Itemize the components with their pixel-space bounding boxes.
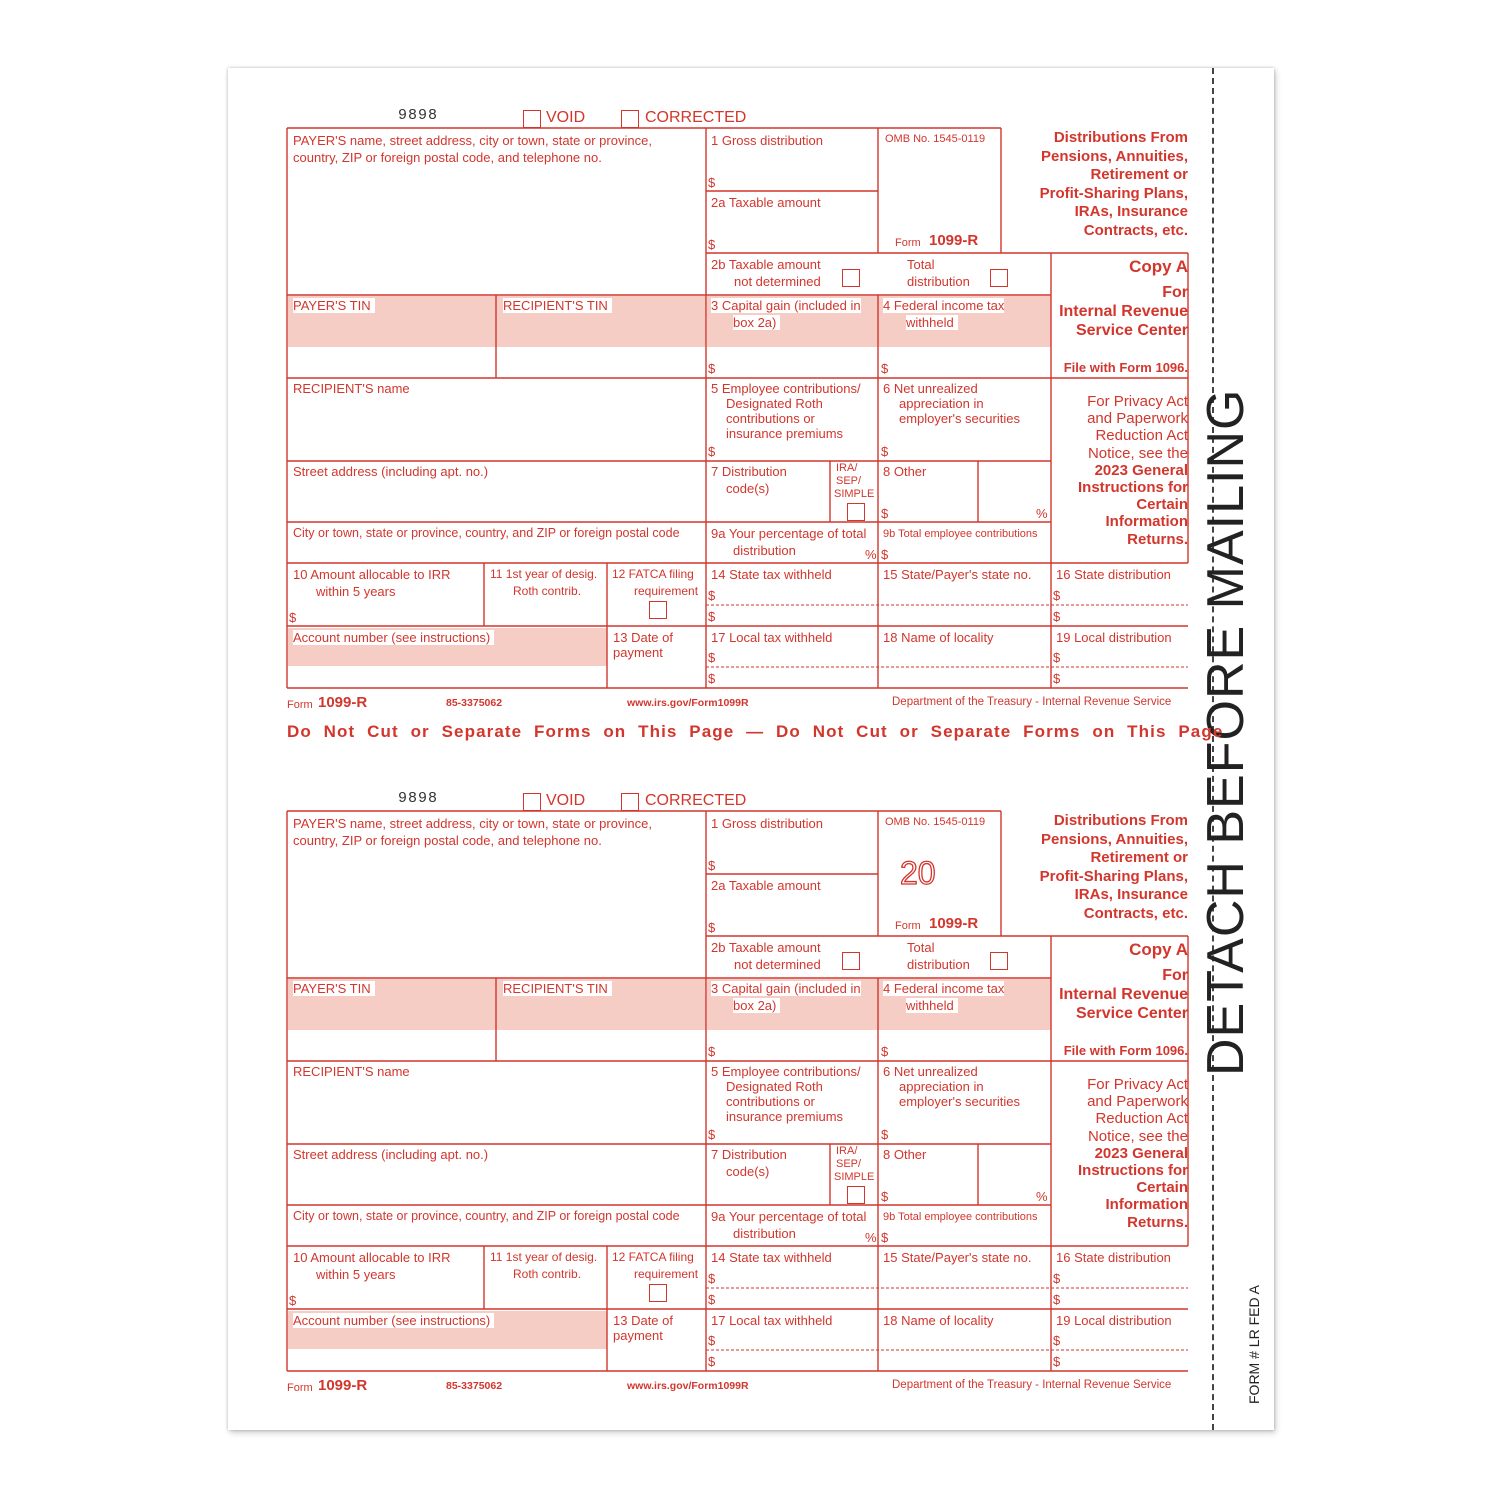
box17-dollar-1: $: [708, 1333, 716, 1348]
file-with: File with Form 1096.: [1063, 360, 1188, 375]
year-label: 20: [900, 855, 936, 891]
payer-block-label: PAYER'S name, street address, city or town, state or province,: [293, 133, 652, 148]
form-name: 1099-R: [929, 915, 979, 932]
box1-label: 1 Gross distribution: [711, 133, 823, 148]
box15-label: 15 State/Payer's state no.: [883, 1250, 1032, 1265]
file-with: File with Form 1096.: [1063, 1043, 1188, 1058]
omb-label: OMB No. 1545-0119: [885, 816, 986, 828]
corrected-checkbox[interactable]: [621, 110, 639, 128]
city-label: City or town, state or province, country, and ZIP or foreign postal code: [293, 1209, 680, 1223]
recipient-tin-label: RECIPIENT'S TIN: [503, 981, 612, 996]
recipient-name-label: RECIPIENT'S name: [293, 1064, 410, 1079]
side-title-line-3: Retirement or: [1090, 849, 1188, 866]
box5-line2: Designated Roth: [726, 1079, 823, 1094]
total-line1: Total: [907, 940, 935, 955]
copy-for-line-2: Internal Revenue: [1059, 986, 1188, 1003]
box12-line2: requirement: [634, 1267, 699, 1281]
ira-line1: IRA/: [836, 1145, 858, 1157]
box2a-label: 2a Taxable amount: [711, 195, 821, 210]
box15-label: 15 State/Payer's state no.: [883, 567, 1032, 582]
form-name: 1099-R: [929, 232, 979, 249]
footer-form-small: Form: [287, 1382, 313, 1394]
box13-line1: 13 Date of: [613, 1313, 673, 1328]
box16-dollar-2: $: [1053, 609, 1061, 624]
box19-label: 19 Local distribution: [1056, 630, 1172, 645]
box16-label: 16 State distribution: [1056, 567, 1171, 582]
box4-dollar: $: [881, 361, 889, 376]
total-line2: distribution: [907, 957, 970, 972]
payer-tin-label: PAYER'S TIN: [293, 298, 375, 313]
box19-dollar-2: $: [1053, 671, 1061, 686]
copy-for-line-1: For: [1162, 967, 1188, 984]
box9a-line2: distribution: [733, 1226, 796, 1241]
box2a-dollar: $: [708, 237, 716, 252]
copy-a-label: Copy A: [1129, 257, 1188, 276]
privacy-bold-5: Returns.: [1127, 530, 1188, 548]
side-title-line-6: Contracts, etc.: [1083, 221, 1188, 239]
box16-dollar-2: $: [1053, 1292, 1061, 1307]
ira-line1: IRA/: [836, 462, 858, 474]
total-line2: distribution: [907, 274, 970, 289]
box14-dollar-1: $: [708, 1271, 716, 1286]
form-grid: [0, 0, 1500, 700]
box14-label: 14 State tax withheld: [711, 567, 832, 582]
form-grid: [0, 683, 1500, 1383]
copy-for: [1052, 966, 1188, 1023]
privacy-bold-3: Certain: [1136, 1179, 1188, 1197]
box13-line2: payment: [613, 645, 663, 660]
box8-dollar: $: [881, 1189, 889, 1204]
ira-line3: SIMPLE: [834, 1171, 875, 1183]
fatca-checkbox[interactable]: [649, 1284, 667, 1302]
box5-line1: 5 Employee contributions/: [711, 381, 861, 396]
do-not-cut-banner: Do Not Cut or Separate Forms on This Page — Do Not Cut or Separate Forms on This Page: [287, 722, 1224, 741]
box7-line2: code(s): [726, 481, 770, 496]
box6-line3: employer's securities: [899, 1094, 1020, 1109]
payer-block-label: PAYER'S name, street address, city or town, state or province,: [293, 816, 652, 831]
box2b-line2: not determined: [734, 957, 821, 972]
box2b-line1: 2b Taxable amount: [711, 940, 821, 955]
payer-tin-label: PAYER'S TIN: [293, 981, 375, 996]
box1-dollar: $: [708, 858, 716, 873]
privacy-line-3: Reduction Act: [1095, 1110, 1188, 1128]
footer-catalog: 85-3375062: [446, 1380, 503, 1392]
box19-label: 19 Local distribution: [1056, 1313, 1172, 1328]
privacy-line-1: For Privacy Act: [1087, 393, 1188, 410]
box11-line1: 11 1st year of desig.: [490, 567, 598, 581]
box19-dollar-1: $: [1053, 650, 1061, 665]
privacy-bold-2: Instructions for: [1077, 1162, 1188, 1180]
box4-line1: 4 Federal income tax: [883, 298, 1005, 313]
void-checkbox[interactable]: [523, 110, 541, 128]
box6-line1: 6 Net unrealized: [883, 1064, 978, 1079]
form-id-code: 9898: [398, 790, 439, 807]
void-label: VOID: [546, 109, 586, 126]
box8-percent: %: [1036, 506, 1048, 521]
box5-dollar: $: [708, 1127, 716, 1142]
city-label: City or town, state or province, country, and ZIP or foreign postal code: [293, 526, 680, 540]
box10-line1: 10 Amount allocable to IRR: [293, 567, 451, 582]
box10-line2: within 5 years: [316, 1267, 396, 1282]
side-title-line-2: Pensions, Annuities,: [1041, 147, 1188, 165]
box2b-checkbox[interactable]: [842, 269, 860, 287]
payer-block-label-2: country, ZIP or foreign postal code, and telephone no.: [293, 150, 602, 165]
privacy-bold-4: Information: [1105, 1196, 1188, 1214]
detach-before-mailing: DETACH BEFORE MAILING: [1197, 388, 1255, 1076]
payer-block-label-2: country, ZIP or foreign postal code, and telephone no.: [293, 833, 602, 848]
side-title-line-5: IRAs, Insurance: [1074, 203, 1188, 220]
box2b-checkbox[interactable]: [842, 952, 860, 970]
box17-label: 17 Local tax withheld: [711, 630, 833, 645]
privacy-notice: [1052, 1076, 1188, 1231]
ira-sep-simple-checkbox[interactable]: [847, 1186, 865, 1204]
box5-dollar: $: [708, 444, 716, 459]
box5-line2: Designated Roth: [726, 396, 823, 411]
box18-label: 18 Name of locality: [883, 1313, 994, 1328]
box2b-line1: 2b Taxable amount: [711, 257, 821, 272]
corrected-checkbox[interactable]: [621, 793, 639, 811]
side-title-line-3: Retirement or: [1090, 166, 1188, 183]
side-title-line-1: Distributions From: [1053, 129, 1188, 146]
box8-dollar: $: [881, 506, 889, 521]
form-copy-bottom: [0, 683, 1500, 1394]
box6-line2: appreciation in: [899, 396, 984, 411]
box14-dollar-1: $: [708, 588, 716, 603]
box19-dollar-1: $: [1053, 1333, 1061, 1348]
copy-for-line-1: For: [1162, 284, 1188, 301]
side-title-line-5: IRAs, Insurance: [1074, 886, 1188, 903]
box6-line3: employer's securities: [899, 411, 1020, 426]
street-label: Street address (including apt. no.): [293, 1147, 489, 1162]
privacy-line-4: Notice, see the: [1087, 444, 1188, 462]
total-line1: Total: [907, 257, 935, 272]
box10-line1: 10 Amount allocable to IRR: [293, 1250, 451, 1265]
box9a-line2: distribution: [733, 543, 796, 558]
side-title-line-4: Profit-Sharing Plans,: [1039, 867, 1188, 885]
box3-dollar: $: [708, 1044, 716, 1059]
box2b-line2: not determined: [734, 274, 821, 289]
box1-label: 1 Gross distribution: [711, 816, 823, 831]
privacy-bold-4: Information: [1105, 513, 1188, 531]
ira-line2: SEP/: [836, 475, 862, 487]
box10-line2: within 5 years: [316, 584, 396, 599]
box17-dollar-2: $: [708, 671, 716, 686]
box14-dollar-2: $: [708, 609, 716, 624]
box17-dollar-1: $: [708, 650, 716, 665]
footer-dept: Department of the Treasury - Internal Revenue Service: [892, 696, 1172, 708]
privacy-notice: [1052, 393, 1188, 548]
box9a-line1: 9a Your percentage of total: [711, 526, 867, 541]
box5-line4: insurance premiums: [726, 1109, 844, 1124]
box1-dollar: $: [708, 175, 716, 190]
total-distribution-checkbox[interactable]: [990, 952, 1008, 970]
box14-label: 14 State tax withheld: [711, 1250, 832, 1265]
privacy-line-1: For Privacy Act: [1087, 1076, 1188, 1093]
box3-line2: box 2a): [733, 315, 780, 330]
ira-line2: SEP/: [836, 1158, 862, 1170]
privacy-bold-5: Returns.: [1127, 1213, 1188, 1231]
box2a-dollar: $: [708, 920, 716, 935]
box19-dollar-2: $: [1053, 1354, 1061, 1369]
box6-line1: 6 Net unrealized: [883, 381, 978, 396]
omb-label: OMB No. 1545-0119: [885, 133, 986, 145]
box9b-label: 9b Total employee contributions: [883, 528, 1038, 540]
box8-label: 8 Other: [883, 1147, 927, 1162]
account-label: Account number (see instructions): [293, 1313, 494, 1328]
box11-line1: 11 1st year of desig.: [490, 1250, 598, 1264]
box14-dollar-2: $: [708, 1292, 716, 1307]
box9b-label: 9b Total employee contributions: [883, 1211, 1038, 1223]
box10-dollar: $: [289, 1293, 297, 1308]
ira-line3: SIMPLE: [834, 488, 875, 500]
box12-line1: 12 FATCA filing: [612, 567, 694, 581]
form-id-code: 9898: [398, 107, 439, 124]
side-title-line-1: Distributions From: [1053, 812, 1188, 829]
box16-label: 16 State distribution: [1056, 1250, 1171, 1265]
box13-line2: payment: [613, 1328, 663, 1343]
box5-line1: 5 Employee contributions/: [711, 1064, 861, 1079]
box18-label: 18 Name of locality: [883, 630, 994, 645]
void-checkbox[interactable]: [523, 793, 541, 811]
box5-line3: contributions or: [726, 1094, 815, 1109]
footer-dept: Department of the Treasury - Internal Revenue Service: [892, 1379, 1172, 1391]
box8-label: 8 Other: [883, 464, 927, 479]
box11-line2: Roth contrib.: [513, 584, 582, 598]
box17-dollar-2: $: [708, 1354, 716, 1369]
corrected-label: CORRECTED: [645, 792, 747, 809]
side-title-line-4: Profit-Sharing Plans,: [1039, 184, 1188, 202]
box3-dollar: $: [708, 361, 716, 376]
fatca-checkbox[interactable]: [649, 601, 667, 619]
box13-line1: 13 Date of: [613, 630, 673, 645]
privacy-bold-1: 2023 General: [1094, 1144, 1188, 1162]
box3-line2: box 2a): [733, 998, 780, 1013]
box7-line1: 7 Distribution: [711, 1147, 787, 1162]
box7-line2: code(s): [726, 1164, 770, 1179]
box12-line1: 12 FATCA filing: [612, 1250, 694, 1264]
box3-line1: 3 Capital gain (included in: [711, 298, 861, 313]
box8-percent: %: [1036, 1189, 1048, 1204]
account-label: Account number (see instructions): [293, 630, 494, 645]
privacy-line-3: Reduction Act: [1095, 427, 1188, 445]
box4-line2: withheld: [906, 998, 958, 1013]
recipient-tin-label: RECIPIENT'S TIN: [503, 298, 612, 313]
footer-url: www.irs.gov/Form1099R: [627, 697, 749, 709]
box9b-dollar: $: [881, 547, 889, 562]
copy-for-line-3: Service Center: [1075, 1005, 1188, 1022]
form-code: FORM # LR FED A: [1246, 1284, 1262, 1404]
footer-catalog: 85-3375062: [446, 697, 503, 709]
box6-line2: appreciation in: [899, 1079, 984, 1094]
box9b-dollar: $: [881, 1230, 889, 1245]
box4-line1: 4 Federal income tax: [883, 981, 1005, 996]
street-label: Street address (including apt. no.): [293, 464, 489, 479]
form-copy-top: [0, 0, 1500, 711]
privacy-line-2: and Paperwork: [1087, 410, 1188, 428]
box5-line4: insurance premiums: [726, 426, 844, 441]
box4-line2: withheld: [906, 315, 958, 330]
privacy-bold-3: Certain: [1136, 496, 1188, 514]
privacy-bold-2: Instructions for: [1077, 479, 1188, 497]
side-title: [1000, 812, 1188, 923]
ira-sep-simple-checkbox[interactable]: [847, 503, 865, 521]
form-small: Form: [895, 237, 921, 249]
box17-label: 17 Local tax withheld: [711, 1313, 833, 1328]
side-title: [1000, 129, 1188, 240]
copy-for-line-2: Internal Revenue: [1059, 303, 1188, 320]
privacy-bold-1: 2023 General: [1094, 461, 1188, 479]
box3-line1: 3 Capital gain (included in: [711, 981, 861, 996]
box6-dollar: $: [881, 444, 889, 459]
corrected-label: CORRECTED: [645, 109, 747, 126]
side-title-line-6: Contracts, etc.: [1083, 904, 1188, 922]
form-small: Form: [895, 920, 921, 932]
box9a-percent: %: [865, 1230, 877, 1245]
box5-line3: contributions or: [726, 411, 815, 426]
box4-dollar: $: [881, 1044, 889, 1059]
privacy-line-4: Notice, see the: [1087, 1127, 1188, 1145]
side-title-line-2: Pensions, Annuities,: [1041, 830, 1188, 848]
box9a-line1: 9a Your percentage of total: [711, 1209, 867, 1224]
box11-line2: Roth contrib.: [513, 1267, 582, 1281]
footer-url: www.irs.gov/Form1099R: [627, 1380, 749, 1392]
privacy-line-2: and Paperwork: [1087, 1093, 1188, 1111]
copy-a-label: Copy A: [1129, 940, 1188, 959]
footer-form-name: 1099-R: [318, 694, 368, 711]
box16-dollar-1: $: [1053, 588, 1061, 603]
box10-dollar: $: [289, 610, 297, 625]
copy-for: [1052, 283, 1188, 340]
copy-for-line-3: Service Center: [1075, 322, 1188, 339]
void-label: VOID: [546, 792, 586, 809]
total-distribution-checkbox[interactable]: [990, 269, 1008, 287]
box7-line1: 7 Distribution: [711, 464, 787, 479]
box12-line2: requirement: [634, 584, 699, 598]
box6-dollar: $: [881, 1127, 889, 1142]
box9a-percent: %: [865, 547, 877, 562]
box2a-label: 2a Taxable amount: [711, 878, 821, 893]
footer-form-small: Form: [287, 699, 313, 711]
box16-dollar-1: $: [1053, 1271, 1061, 1286]
recipient-name-label: RECIPIENT'S name: [293, 381, 410, 396]
footer-form-name: 1099-R: [318, 1377, 368, 1394]
